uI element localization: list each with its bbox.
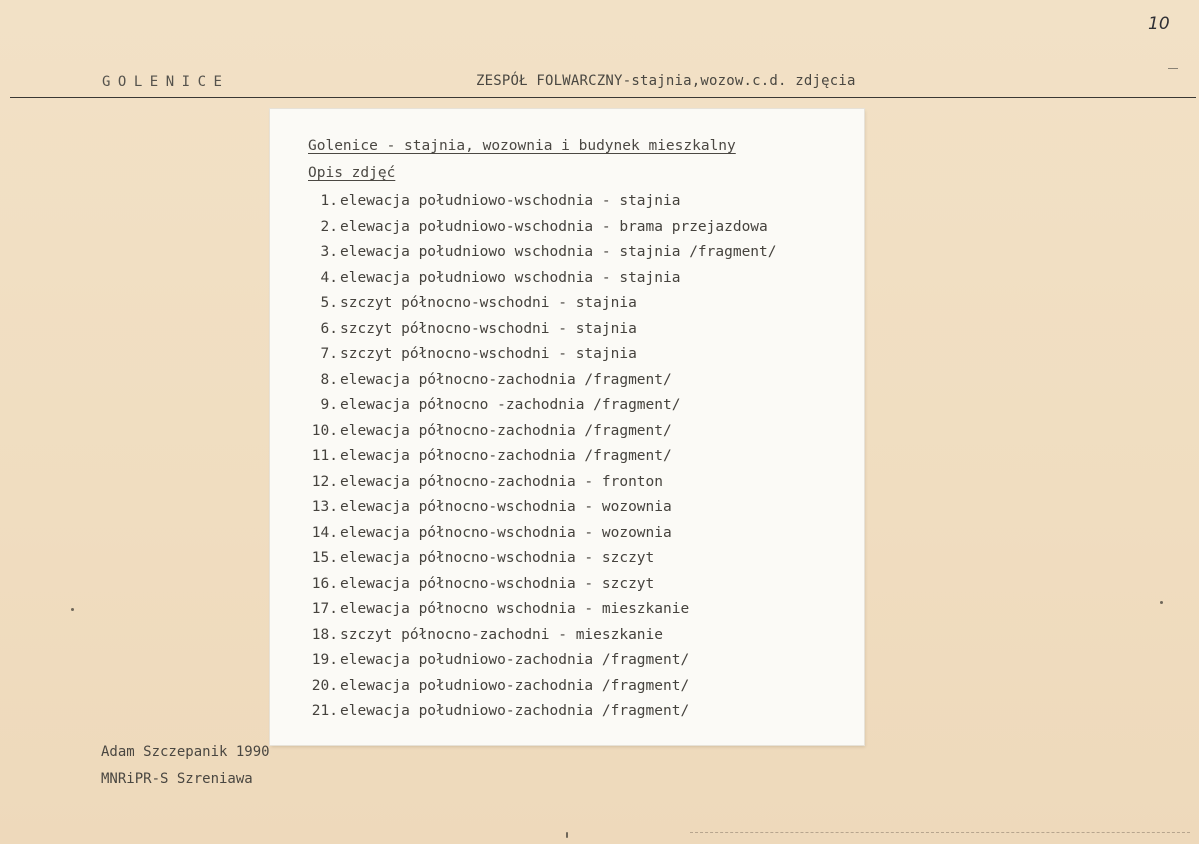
- card-title: Golenice - stajnia, wozownia i budynek mieszkalny: [308, 138, 736, 154]
- list-item-text: elewacja północno-zachodnia /fragment/: [340, 422, 672, 439]
- list-item-number: 12.: [311, 473, 338, 490]
- list-item-text: elewacja północno-zachodnia /fragment/: [340, 448, 672, 464]
- list-item: [298, 648, 777, 674]
- list-item: [298, 597, 777, 623]
- margin-tick-mark: [1168, 68, 1178, 69]
- list-item: [298, 495, 777, 521]
- list-item-text: elewacja południowo wschodnia - stajnia /fragment/: [340, 244, 777, 260]
- list-item-text: elewacja południowo wschodnia - stajnia: [340, 269, 681, 286]
- list-item: [298, 470, 777, 496]
- header-divider: [10, 97, 1196, 98]
- list-item: [298, 266, 777, 292]
- list-item-number: 5.: [320, 295, 338, 311]
- list-item-text: elewacja północno-wschodnia - wozownia: [340, 499, 672, 515]
- list-item-number: 20.: [311, 677, 338, 694]
- page-number: 10: [1148, 14, 1170, 34]
- list-item: [298, 444, 777, 470]
- list-item: [298, 291, 777, 317]
- list-item-number: 1.: [320, 193, 338, 209]
- list-item: [298, 699, 777, 725]
- list-item-text: elewacja północno-zachodnia - fronton: [340, 473, 664, 490]
- paper-speck: [1160, 601, 1163, 604]
- list-item-number: 9.: [320, 397, 338, 413]
- list-item: [298, 674, 777, 700]
- paper-speck: [566, 832, 568, 838]
- list-item-number: 3.: [320, 244, 338, 260]
- paper-speck: [71, 608, 74, 611]
- list-item: [298, 393, 777, 419]
- list-item-number: 14.: [311, 524, 338, 541]
- list-item-number: 16.: [311, 575, 338, 592]
- photo-description-list: [298, 189, 777, 725]
- list-item: [298, 317, 777, 343]
- list-item-text: elewacja południowo-zachodnia /fragment/: [340, 703, 690, 719]
- header-place: GOLENICE: [102, 74, 230, 90]
- list-item-text: szczyt północno-wschodni - stajnia: [340, 346, 637, 362]
- list-item-number: 15.: [311, 550, 338, 566]
- card-subtitle: Opis zdjęć: [308, 165, 396, 181]
- list-item-number: 11.: [311, 448, 338, 464]
- list-item-number: 17.: [311, 601, 338, 617]
- list-item-number: 8.: [320, 371, 338, 388]
- list-item: [298, 419, 777, 445]
- list-item-text: elewacja południowo-wschodnia - brama przejazdowa: [340, 218, 768, 235]
- author-line: Adam Szczepanik 1990: [101, 744, 270, 760]
- list-item-text: elewacja północno-wschodnia - szczyt: [340, 550, 655, 566]
- list-item: [298, 240, 777, 266]
- bottom-edge-marks: [690, 832, 1190, 833]
- list-item-text: elewacja północno -zachodnia /fragment/: [340, 397, 681, 413]
- list-item: [298, 521, 777, 547]
- header-title: ZESPÓŁ FOLWARCZNY-stajnia,wozow.c.d. zdjęcia: [476, 73, 856, 89]
- list-item-number: 4.: [320, 269, 338, 286]
- list-item: [298, 368, 777, 394]
- list-item: [298, 572, 777, 598]
- list-item: [298, 623, 777, 649]
- list-item-text: szczyt północno-wschodni - stajnia: [340, 320, 637, 337]
- list-item-number: 7.: [320, 346, 338, 362]
- photo-description-card: [270, 109, 864, 745]
- list-item-text: szczyt północno-zachodni - mieszkanie: [340, 626, 664, 643]
- list-item-number: 13.: [311, 499, 338, 515]
- list-item-text: elewacja północno-wschodnia - szczyt: [340, 575, 655, 592]
- list-item: [298, 215, 777, 241]
- list-item-number: 10.: [311, 422, 338, 439]
- list-item-number: 2.: [320, 218, 338, 235]
- list-item-text: elewacja południowo-wschodnia - stajnia: [340, 193, 681, 209]
- list-item-text: elewacja północno-wschodnia - wozownia: [340, 524, 672, 541]
- list-item-text: szczyt północno-wschodni - stajnia: [340, 295, 637, 311]
- list-item-number: 19.: [311, 652, 338, 668]
- list-item: [298, 546, 777, 572]
- list-item-number: 21.: [311, 703, 338, 719]
- list-item: [298, 189, 777, 215]
- institution-line: MNRiPR-S Szreniawa: [101, 771, 253, 787]
- list-item-text: elewacja południowo-zachodnia /fragment/: [340, 677, 690, 694]
- list-item-number: 18.: [311, 626, 338, 643]
- list-item-text: elewacja południowo-zachodnia /fragment/: [340, 652, 690, 668]
- list-item: [298, 342, 777, 368]
- list-item-text: elewacja północno-zachodnia /fragment/: [340, 371, 672, 388]
- list-item-number: 6.: [320, 320, 338, 337]
- list-item-text: elewacja północno wschodnia - mieszkanie: [340, 601, 690, 617]
